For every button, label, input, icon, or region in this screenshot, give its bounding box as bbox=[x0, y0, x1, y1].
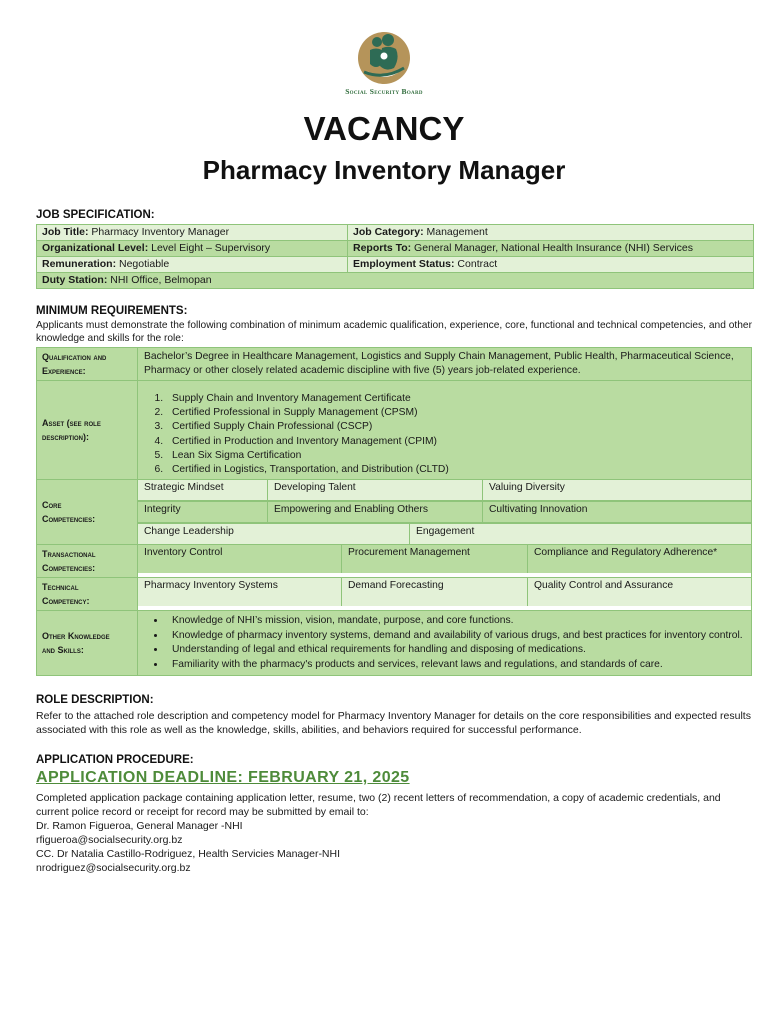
application-deadline: APPLICATION DEADLINE: FEBRUARY 21, 2025 bbox=[36, 769, 410, 786]
core-grid-row2 bbox=[138, 501, 751, 523]
row-header-label: Competencies: bbox=[42, 563, 96, 574]
competency-cell: Integrity bbox=[138, 502, 268, 523]
application-text: Completed application package containing application letter, resume, two (2) recent letters of recommendation, a copy of academic credentials, and current police record or receipt for record may be submitted by email to: bbox=[36, 792, 721, 818]
table-row bbox=[37, 611, 752, 676]
table-row bbox=[37, 241, 754, 257]
table-row bbox=[37, 545, 752, 578]
row-header-transactional bbox=[37, 545, 138, 578]
application-heading: APPLICATION PROCEDURE: bbox=[36, 754, 194, 766]
competency-cell: Pharmacy Inventory Systems bbox=[138, 578, 342, 606]
organization-name: Social Security Board bbox=[345, 87, 423, 96]
list-item: 3. Certified Supply Chain Professional (CSCP) bbox=[166, 420, 745, 434]
core-grid-row1 bbox=[138, 480, 751, 501]
list-item: • Knowledge of NHI’s mission, vision, mandate, purpose, and core functions. bbox=[166, 614, 745, 629]
spec-value: Contract bbox=[454, 258, 498, 270]
spec-cell bbox=[37, 257, 348, 273]
core-grid-row3 bbox=[138, 523, 751, 544]
spec-label: Job Category: bbox=[353, 226, 424, 238]
spec-cell bbox=[348, 257, 754, 273]
organization-logo bbox=[322, 30, 446, 104]
competency-cell: Demand Forecasting bbox=[342, 578, 528, 606]
row-header-label: Competency: bbox=[42, 596, 90, 607]
list-item: 2. Certified Professional in Supply Management (CPSM) bbox=[166, 406, 745, 420]
competency-cell: Valuing Diversity bbox=[483, 480, 752, 501]
list-item: 1. Supply Chain and Inventory Management Certificate bbox=[166, 392, 745, 406]
row-header-label: description): bbox=[42, 432, 89, 443]
row-header-label: Qualification and bbox=[42, 352, 107, 362]
role-description-text: Refer to the attached role description and competency model for Pharmacy Inventory Manager for details on the core responsibilities and expected results associated with this role as well as the knowledge, skills, abilities, and behaviors required for successful performance. bbox=[36, 710, 751, 736]
contact-email[interactable]: nrodriguez@socialsecurity.org.bz bbox=[36, 862, 191, 874]
spec-label: Duty Station: bbox=[42, 274, 108, 286]
spec-cell bbox=[37, 273, 754, 289]
list-item: • Familiarity with the pharmacy's products and services, relevant laws and regulations, and standards of care. bbox=[166, 658, 745, 673]
spec-cell bbox=[37, 225, 348, 241]
skills-list bbox=[144, 614, 745, 672]
spec-value: Level Eight – Supervisory bbox=[148, 242, 271, 254]
row-header-label: Competencies: bbox=[42, 514, 96, 525]
spec-label: Employment Status: bbox=[353, 258, 455, 270]
min-req-intro: Applicants must demonstrate the following combination of minimum academic qualification, experience, core, functional and technical competencies, and other knowledge and skills for the role: bbox=[36, 320, 752, 344]
row-header-qualification bbox=[37, 348, 138, 381]
spec-value: Management bbox=[423, 226, 488, 238]
row-header-label: and Skills: bbox=[42, 645, 84, 656]
row-header-label: Core bbox=[42, 500, 62, 511]
transactional-grid bbox=[138, 545, 751, 573]
job-spec-heading: JOB SPECIFICATION: bbox=[36, 209, 155, 221]
list-item: 5. Lean Six Sigma Certification bbox=[166, 449, 745, 463]
competency-cell: Empowering and Enabling Others bbox=[268, 502, 483, 523]
competency-cell: Developing Talent bbox=[268, 480, 483, 501]
row-header-label: Experience: bbox=[42, 366, 86, 376]
row-header-technical bbox=[37, 578, 138, 611]
contact-name: Dr. Ramon Figueroa, General Manager -NHI bbox=[36, 820, 243, 832]
table-row bbox=[37, 480, 752, 545]
spec-cell bbox=[37, 241, 348, 257]
spec-label: Reports To: bbox=[353, 242, 412, 254]
list-item: • Understanding of legal and ethical requirements for handling and disposing of medications. bbox=[166, 643, 745, 658]
table-row bbox=[37, 273, 754, 289]
spec-value: General Manager, National Health Insurance (NHI) Services bbox=[411, 242, 694, 254]
spec-label: Job Title: bbox=[42, 226, 89, 238]
table-row bbox=[37, 348, 752, 381]
spec-value: Negotiable bbox=[116, 258, 170, 270]
competency-cell: Inventory Control bbox=[138, 545, 342, 573]
other-skills-cell bbox=[138, 611, 752, 676]
row-header-asset bbox=[37, 381, 138, 480]
contact-name: CC. Dr Natalia Castillo-Rodriguez, Health Servicies Manager-NHI bbox=[36, 848, 341, 860]
page-title: VACANCY bbox=[303, 110, 465, 147]
asset-cell bbox=[138, 381, 752, 480]
position-title: Pharmacy Inventory Manager bbox=[202, 155, 566, 185]
asset-list bbox=[144, 392, 745, 477]
requirements-table bbox=[36, 347, 752, 676]
list-item: 6. Certified in Logistics, Transportation, and Distribution (CLTD) bbox=[166, 463, 745, 477]
table-row bbox=[37, 381, 752, 480]
competency-cell: Quality Control and Assurance bbox=[528, 578, 752, 606]
spec-cell bbox=[348, 241, 754, 257]
job-spec-table bbox=[36, 224, 754, 289]
competency-cell: Change Leadership bbox=[138, 524, 410, 545]
contact-email[interactable]: rfigueroa@socialsecurity.org.bz bbox=[36, 834, 183, 846]
transactional-cell bbox=[138, 545, 752, 578]
table-row bbox=[37, 578, 752, 611]
competency-cell: Compliance and Regulatory Adherence* bbox=[528, 545, 752, 573]
table-row bbox=[37, 225, 754, 241]
list-item: • Knowledge of pharmacy inventory systems, demand and availability of various drugs, and best practices for inventory control. bbox=[166, 629, 745, 644]
competency-cell: Strategic Mindset bbox=[138, 480, 268, 501]
table-row bbox=[37, 257, 754, 273]
qualification-text: Bachelor’s Degree in Healthcare Management, Logistics and Supply Chain Management, Public Health, Pharmaceutical Science, Pharmacy or other closely related academic discipline with five (5) years job-related experience. bbox=[138, 348, 752, 381]
spec-label: Organizational Level: bbox=[42, 242, 149, 254]
competency-cell: Procurement Management bbox=[342, 545, 528, 573]
row-header-label: Transactional bbox=[42, 549, 96, 560]
row-header-label: Other Knowledge bbox=[42, 631, 110, 642]
competency-cell: Engagement bbox=[410, 524, 752, 545]
application-instructions bbox=[36, 791, 752, 875]
min-req-heading: MINIMUM REQUIREMENTS: bbox=[36, 305, 188, 317]
role-description-heading: ROLE DESCRIPTION: bbox=[36, 694, 154, 706]
spec-value: Pharmacy Inventory Manager bbox=[88, 226, 230, 238]
list-item: 4. Certified in Production and Inventory Management (CPIM) bbox=[166, 435, 745, 449]
core-competencies-cell bbox=[138, 480, 752, 545]
row-header-label: Asset (see role bbox=[42, 418, 101, 429]
spec-value: NHI Office, Belmopan bbox=[107, 274, 212, 286]
spec-label: Remuneration: bbox=[42, 258, 117, 270]
competency-cell: Cultivating Innovation bbox=[483, 502, 752, 523]
spec-cell bbox=[348, 225, 754, 241]
technical-grid bbox=[138, 578, 751, 606]
row-header-core bbox=[37, 480, 138, 545]
row-header-label: Technical bbox=[42, 582, 79, 593]
row-header-other bbox=[37, 611, 138, 676]
family-logo-icon bbox=[356, 30, 412, 86]
technical-cell bbox=[138, 578, 752, 611]
